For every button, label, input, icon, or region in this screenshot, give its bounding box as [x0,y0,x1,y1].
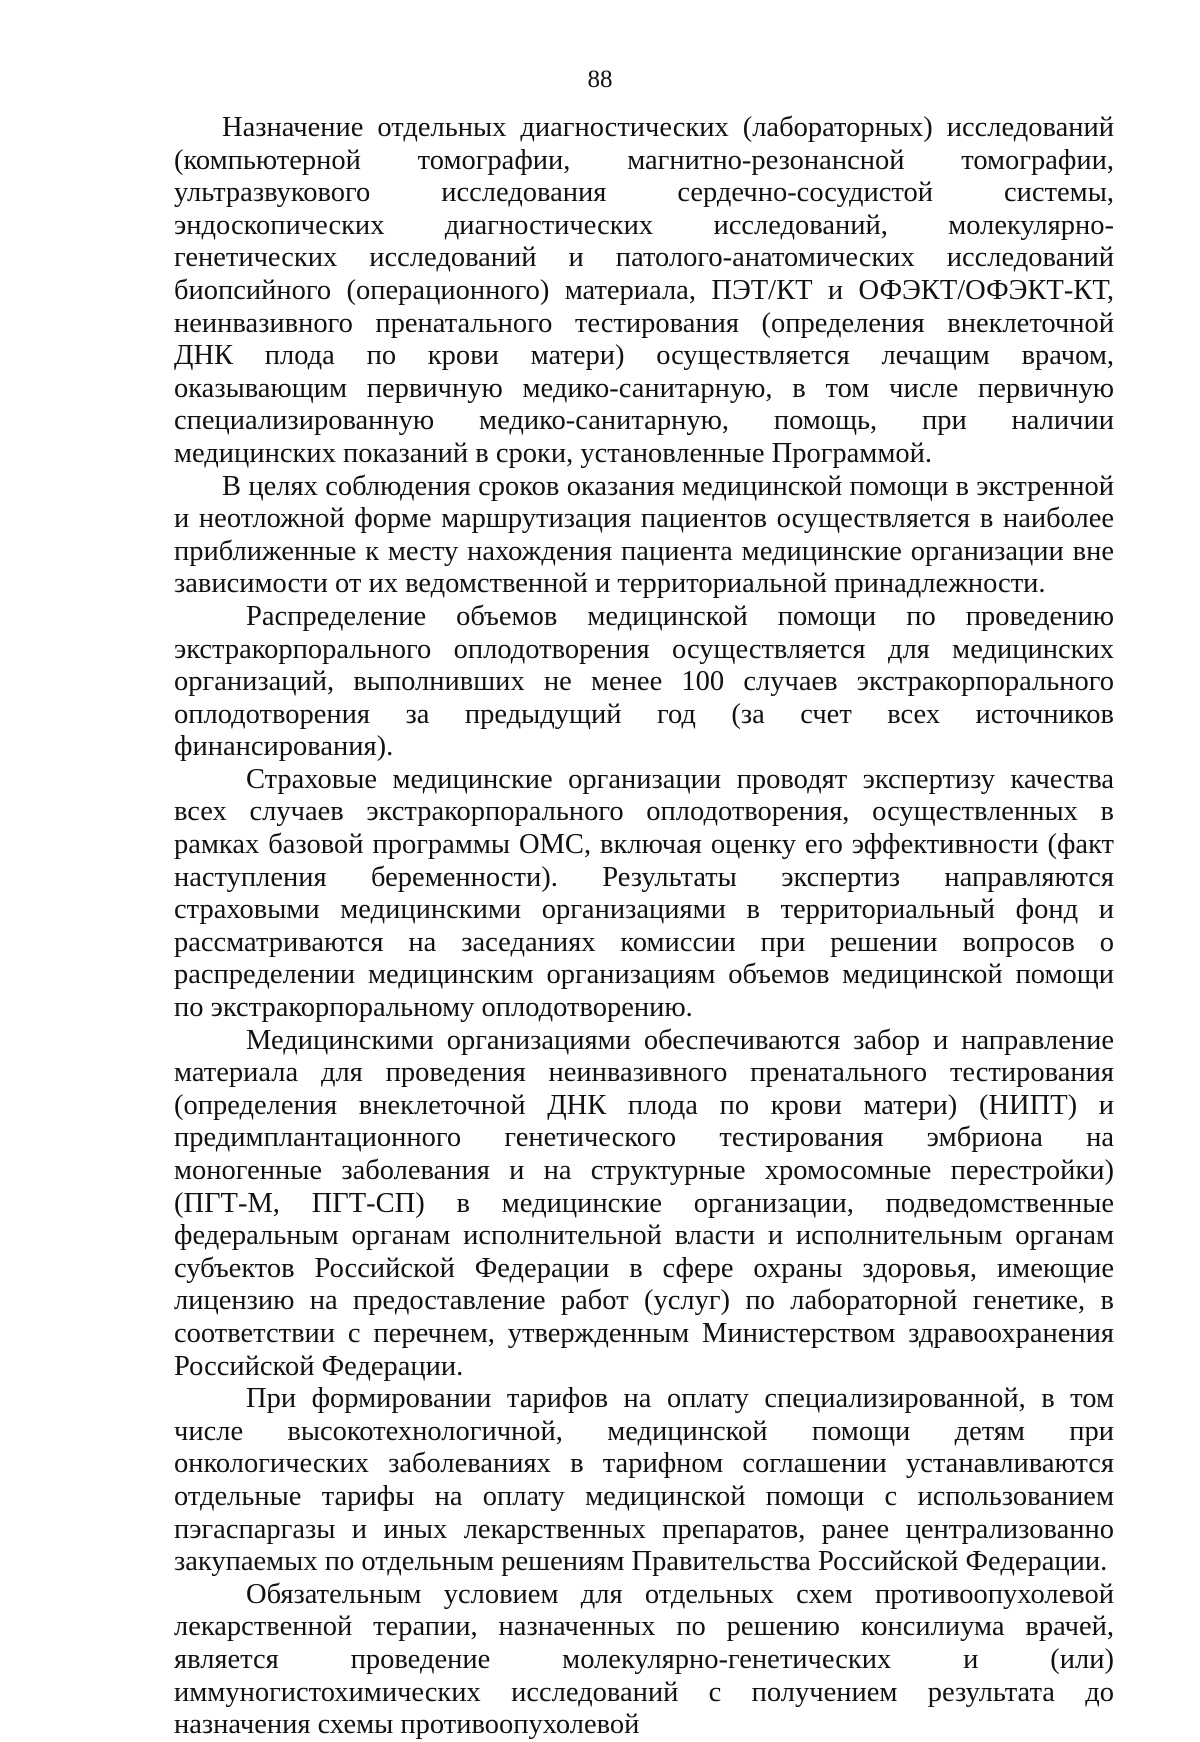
paragraph-oncology-tariffs: При формировании тарифов на оплату специализированной, в том числе высокотехнологичной, медицинской помощи детям при онкологических заболеваниях в тарифном соглашении устанавливаются отдельные тарифы на оплату медицинской помощи с использованием пэгаспаргазы и иных лекарственных препаратов, ранее централизованно закупаемых по отдельным решениям Правительства Российской Федерации. [174,1383,1114,1578]
paragraph-ivf-quality-expertise: Страховые медицинские организации проводят экспертизу качества всех случаев экстракорпорального оплодотворения, осуществленных в рамках базовой программы ОМС, включая оценку его эффективности (факт наступления беременности). Результаты экспертиз направляются страховыми медицинскими организациями в территориальный фонд и рассматриваются на заседаниях комиссии при решении вопросов о распределении медицинским организациям объемов медицинской помощи по экстракорпоральному оплодотворению. [174,763,1114,1024]
paragraph-genetic-testing-material: Медицинскими организациями обеспечиваются забор и направление материала для проведения неинвазивного пренатального тестирования (определения внеклеточной ДНК плода по крови матери) (НИПТ) и предимплантационного генетического тестирования эмбриона на моногенные заболевания и на структурные хромосомные перестройки) (ПГТ-М, ПГТ-СП) в медицинские организации, подведомственные федеральным органам исполнительной власти и исполнительным органам субъектов Российской Федерации в сфере охраны здоровья, имеющие лицензию на предоставление работ (услуг) по лабораторной генетике, в соответствии с перечнем, утвержденным Министерством здравоохранения Российской Федерации. [174,1024,1114,1382]
paragraph-diagnostic-studies: Назначение отдельных диагностических (лабораторных) исследований (компьютерной томографии, магнитно-резонансной томографии, ультразвукового исследования сердечно-сосудистой системы, эндоскопических диагностических исследований, молекулярно-генетических исследований и патолого-анатомических исследований биопсийного (операционного) материала, ПЭТ/КТ и ОФЭКТ/ОФЭКТ-КТ, неинвазивного пренатального тестирования (определения внеклеточной ДНК плода по крови матери) осуществляется лечащим врачом, оказывающим первичную медико-санитарную, в том числе первичную специализированную медико-санитарную, помощь, при наличии медицинских показаний в сроки, установленные Программой. [174,112,1114,469]
paragraph-antitumor-therapy-condition: Обязательным условием для отдельных схем противоопухолевой лекарственной терапии, назначенных по решению консилиума врачей, является проведение молекулярно-генетических и (или) иммуногистохимических исследований с получением результата до назначения схемы противоопухолевой [174,1578,1114,1741]
paragraph-ivf-volume-distribution: Распределение объемов медицинской помощи по проведению экстракорпорального оплодотворения осуществляется для медицинских организаций, выполнивших не менее 100 случаев экстракорпорального оплодотворения за предыдущий год (за счет всех источников финансирования). [174,600,1114,763]
paragraph-emergency-routing: В целях соблюдения сроков оказания медицинской помощи в экстренной и неотложной форме маршрутизация пациентов осуществляется в наиболее приближенные к месту нахождения пациента медицинские организации вне зависимости от их ведомственной и территориальной принадлежности. [174,470,1114,600]
page-number: 88 [587,66,613,93]
document-body [174,112,1114,1742]
